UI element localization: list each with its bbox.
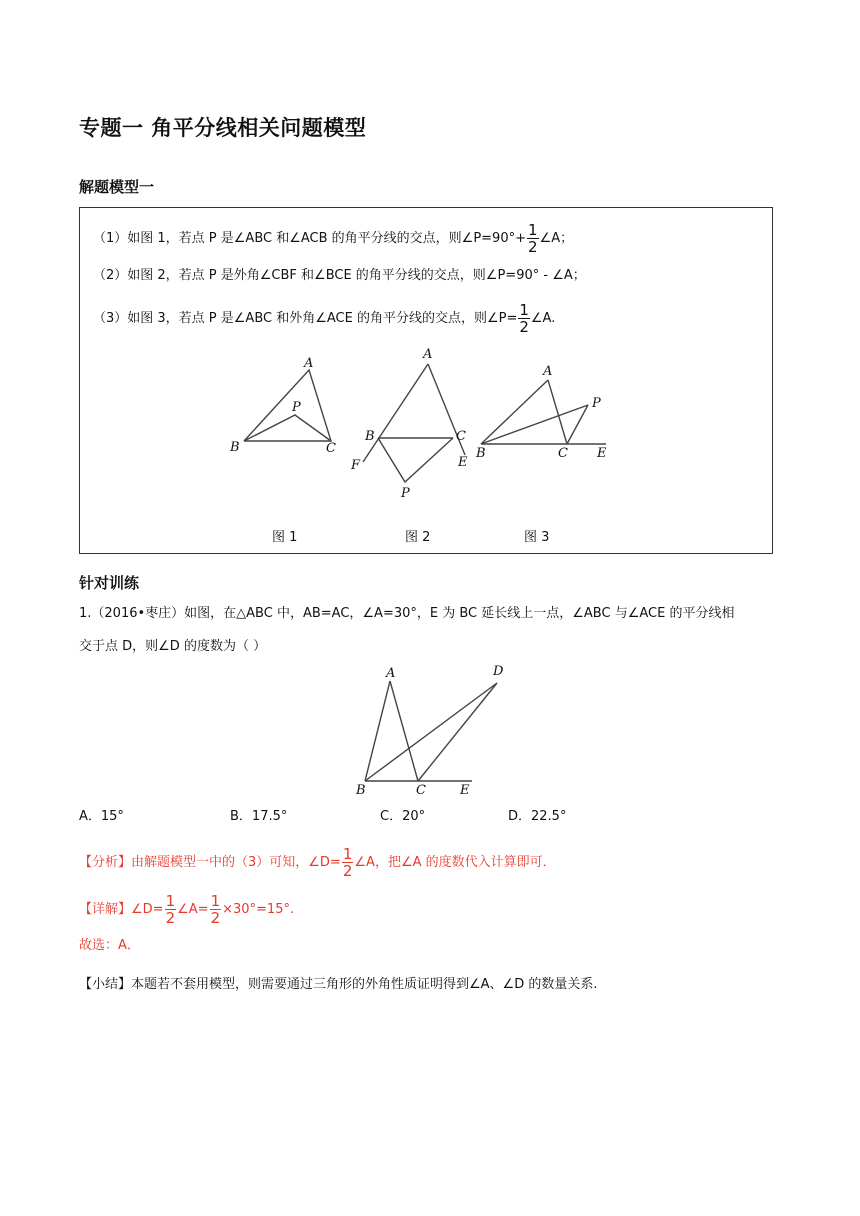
fig1-caption: 图 1	[272, 530, 298, 545]
fig1-label-a: A	[304, 356, 314, 371]
fig2-label-p: P	[401, 486, 410, 501]
summary: 【小结】本题若不套用模型，则需要通过三角形的外角性质证明得到∠A、∠D 的数量关系.	[79, 977, 598, 992]
fig2-label-e: E	[458, 455, 468, 470]
model-heading: 解题模型一	[79, 178, 155, 196]
option-b: B．17.5°	[230, 809, 288, 824]
fraction: $\frac{1}{2}$	[342, 845, 353, 880]
option-d: D．22.5°	[508, 809, 567, 824]
fig2-caption: 图 2	[405, 530, 431, 545]
analysis: 【分析】由解题模型一中的（3）可知，∠D= $\frac{1}{2}$ ∠A，把∠A 的度数代入计算即可．	[79, 845, 556, 880]
model-item-2: （2）如图 2，若点 P 是外角∠CBF 和∠BCE 的角平分线的交点，则∠P=90° - ∠A；	[93, 268, 586, 283]
q-label-b: B	[356, 783, 366, 798]
fraction: $\frac{1}{2}$	[165, 892, 176, 927]
question-1-line-2: 交于点 D，则∠D 的度数为（ ）	[79, 639, 267, 654]
fraction: $\frac{1}{2}$	[210, 892, 221, 927]
fig2-label-c: C	[456, 429, 466, 444]
fraction: $\frac{1}{2}$	[528, 221, 538, 256]
answer-choice: 故选：A．	[79, 938, 140, 953]
fig2-label-b: B	[365, 429, 375, 444]
fig3-label-a: A	[543, 364, 553, 379]
fraction: $\frac{1}{2}$	[519, 301, 529, 336]
page-title: 专题一 角平分线相关问题模型	[79, 116, 367, 140]
fig1-label-b: B	[230, 440, 240, 455]
q-label-c: C	[416, 783, 426, 798]
detail: 【详解】∠D= $\frac{1}{2}$ ∠A= $\frac{1}{2}$ ×30°=15°.	[79, 892, 295, 927]
fig3-label-e: E	[597, 446, 607, 461]
fig2-label-a: A	[423, 347, 433, 362]
fig1-label-c: C	[326, 441, 336, 456]
fig1-label-p: P	[292, 400, 301, 415]
fig3-label-p: P	[592, 396, 601, 411]
training-heading: 针对训练	[79, 574, 140, 592]
option-a: A．15°	[79, 809, 124, 824]
option-c: C．20°	[380, 809, 426, 824]
fig3-caption: 图 3	[524, 530, 550, 545]
question-1-line-1: 1.（2016•枣庄）如图，在△ABC 中，AB=AC，∠A=30°，E 为 BC 延长线上一点，∠ABC 与∠ACE 的平分线相	[79, 606, 735, 621]
fig3-label-b: B	[476, 446, 486, 461]
model-item-1: （1）如图 1，若点 P 是∠ABC 和∠ACB 的角平分线的交点，则∠P=90°+ $\frac{1}{2}$ ∠A；	[93, 221, 574, 256]
q-label-e: E	[460, 783, 470, 798]
model-item-3: （3）如图 3，若点 P 是∠ABC 和外角∠ACE 的角平分线的交点，则∠P= $\frac{1}{2}$ ∠A.	[93, 301, 556, 336]
fig2-label-f: F	[351, 458, 361, 473]
fig3-label-c: C	[558, 446, 568, 461]
q-label-d: D	[493, 664, 504, 679]
q-label-a: A	[386, 666, 396, 681]
